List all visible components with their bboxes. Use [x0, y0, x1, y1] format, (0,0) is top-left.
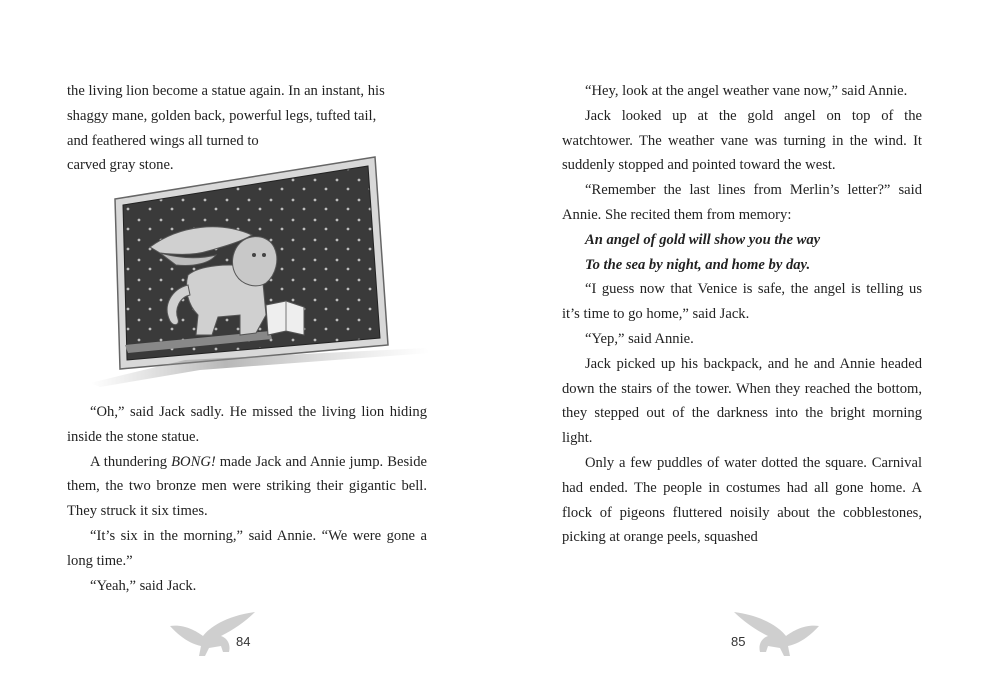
- right-footer: [724, 604, 824, 664]
- right-text: [562, 79, 922, 550]
- paragraph: “It’s six in the morning,” said Annie. “We were gone a long time.”: [67, 527, 427, 569]
- paragraph: Jack looked up at the gold angel on top of the watchtower. The weather vane was turning in the wind. It suddenly stopped and pointed toward the west.: [562, 107, 922, 174]
- paragraph: Jack picked up his backpack, and he and Annie headed down the stairs of the tower. When they reached the bottom, they stepped out of the darkness into the bright morning light.: [562, 355, 922, 447]
- verse-line: An angel of gold will show you the way: [585, 231, 821, 248]
- emphasis-text: BONG!: [171, 453, 216, 470]
- text-line: carved gray stone.: [67, 157, 174, 174]
- page-number: 84: [236, 634, 251, 649]
- page-number: 85: [731, 634, 746, 649]
- text-line: shaggy mane, golden back, powerful legs, tufted tail,: [67, 107, 377, 124]
- text-line: and feathered wings all turned to: [67, 132, 259, 149]
- paragraph: “Yeah,” said Jack.: [90, 577, 197, 594]
- left-bottom-text: [67, 400, 427, 598]
- verse-line: To the sea by night, and home by day.: [585, 256, 811, 273]
- paragraph: “Hey, look at the angel weather vane now,” said Annie.: [585, 83, 908, 99]
- paragraph: [67, 450, 427, 524]
- left-footer: [165, 604, 265, 664]
- winged-lion-illustration: [90, 155, 430, 387]
- paragraph: “Yep,” said Annie.: [585, 330, 694, 347]
- paragraph-text: A thundering: [90, 453, 172, 470]
- paragraph: Only a few puddles of water dotted the square. Carnival had ended. The people in costumes had all gone home. A flock of pigeons fluttered noisily about the cobblestones, picking at orange peels, squashed: [562, 454, 922, 546]
- paragraph: “Remember the last lines from Merlin’s letter?” said Annie. She recited them from memory:: [562, 182, 922, 223]
- right-page: [494, 0, 988, 684]
- paragraph: “I guess now that Venice is safe, the angel is telling us it’s time to go home,” said Jack.: [562, 281, 922, 323]
- text-line: the living lion become a statue again. In an instant, his: [67, 83, 385, 99]
- paragraph-text: made Jack and Annie jump. Beside them, the two bronze men were striking their gigantic bell. They struck it six times.: [67, 453, 427, 520]
- paragraph: “Oh,” said Jack sadly. He missed the living lion hiding inside the stone statue.: [67, 404, 427, 445]
